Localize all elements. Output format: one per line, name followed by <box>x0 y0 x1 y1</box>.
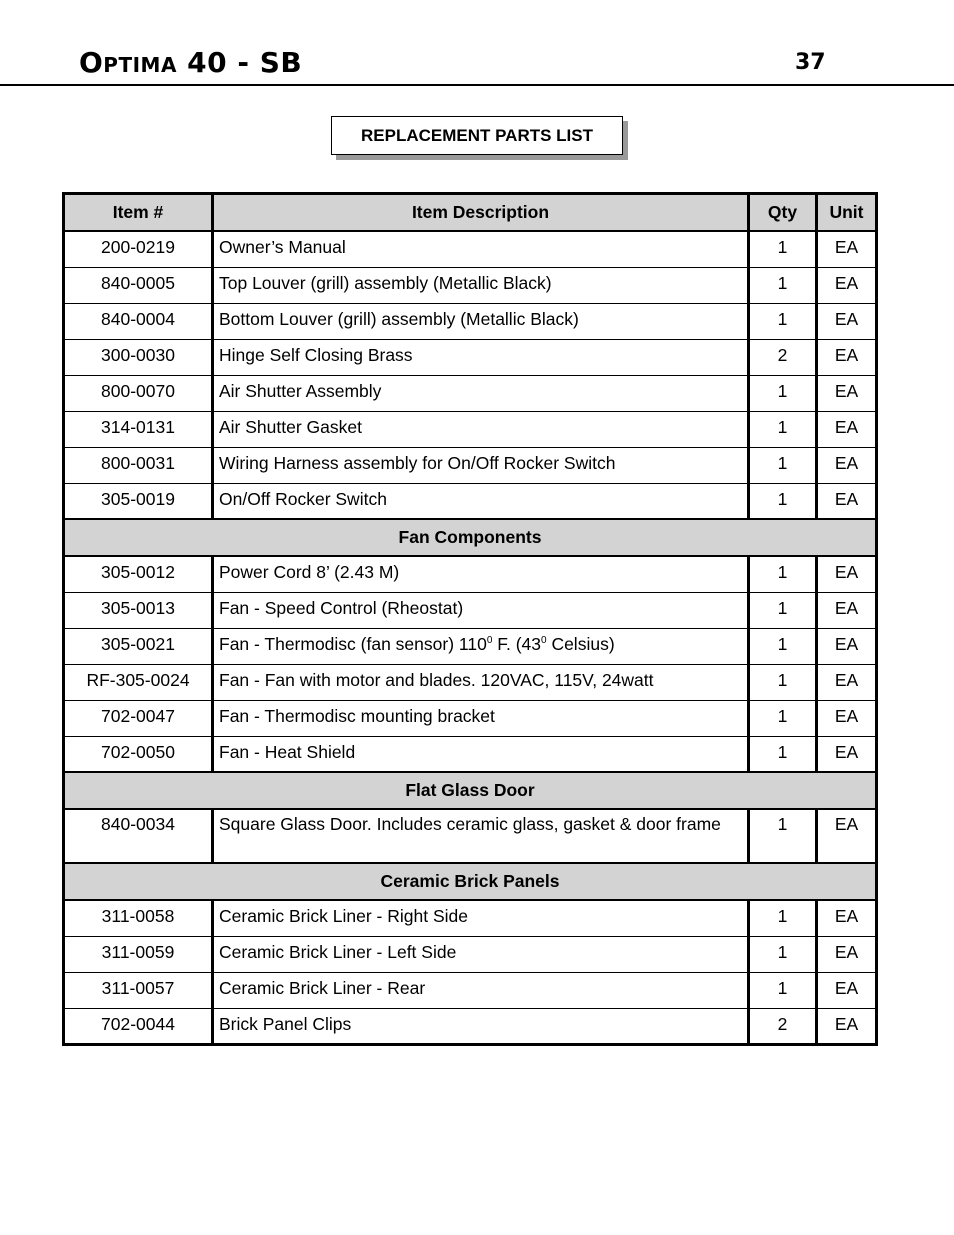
table-row <box>64 664 877 700</box>
item-description: Hinge Self Closing Brass <box>213 339 749 375</box>
item-number: 702-0044 <box>64 1008 213 1044</box>
item-unit: EA <box>817 700 877 736</box>
item-unit: EA <box>817 628 877 664</box>
item-unit: EA <box>817 339 877 375</box>
item-description: Fan - Speed Control (Rheostat) <box>213 592 749 628</box>
item-qty: 1 <box>749 483 817 519</box>
column-header-unit: Unit <box>817 194 877 232</box>
table-section-row <box>64 772 877 809</box>
item-description: Owner’s Manual <box>213 231 749 267</box>
superscript: 0 <box>541 634 547 646</box>
table-row <box>64 628 877 664</box>
item-number: 305-0021 <box>64 628 213 664</box>
item-unit: EA <box>817 809 877 863</box>
table-row <box>64 231 877 267</box>
item-number: 311-0057 <box>64 972 213 1008</box>
table-row <box>64 483 877 519</box>
parts-table-body <box>64 231 877 1044</box>
table-row <box>64 447 877 483</box>
table-row <box>64 736 877 772</box>
item-unit: EA <box>817 936 877 972</box>
item-description: Fan - Thermodisc mounting bracket <box>213 700 749 736</box>
item-number: 840-0034 <box>64 809 213 863</box>
section-heading: Ceramic Brick Panels <box>64 863 877 900</box>
item-number: 311-0059 <box>64 936 213 972</box>
item-qty: 1 <box>749 447 817 483</box>
column-header-description: Item Description <box>213 194 749 232</box>
table-row <box>64 972 877 1008</box>
column-header-item: Item # <box>64 194 213 232</box>
item-description: Air Shutter Gasket <box>213 411 749 447</box>
item-unit: EA <box>817 664 877 700</box>
page-header <box>0 40 954 86</box>
item-description: Power Cord 8’ (2.43 M) <box>213 556 749 592</box>
item-qty: 1 <box>749 664 817 700</box>
table-row <box>64 1008 877 1044</box>
item-qty: 1 <box>749 231 817 267</box>
item-description <box>213 628 749 664</box>
item-description: Fan - Fan with motor and blades. 120VAC, 115V, 24watt <box>213 664 749 700</box>
item-number: 840-0004 <box>64 303 213 339</box>
item-qty: 1 <box>749 809 817 863</box>
item-qty: 1 <box>749 936 817 972</box>
item-number: 800-0070 <box>64 375 213 411</box>
item-unit: EA <box>817 303 877 339</box>
section-heading: Fan Components <box>64 519 877 556</box>
table-row <box>64 592 877 628</box>
item-qty: 1 <box>749 303 817 339</box>
item-number: 702-0050 <box>64 736 213 772</box>
description-text: Celsius) <box>546 633 615 654</box>
item-qty: 1 <box>749 628 817 664</box>
item-qty: 1 <box>749 700 817 736</box>
item-unit: EA <box>817 592 877 628</box>
item-unit: EA <box>817 267 877 303</box>
item-number: 840-0005 <box>64 267 213 303</box>
item-number: 305-0013 <box>64 592 213 628</box>
superscript: 0 <box>486 634 493 646</box>
item-description: Square Glass Door. Includes ceramic glass, gasket & door frame <box>213 809 749 863</box>
item-number: 300-0030 <box>64 339 213 375</box>
table-row <box>64 411 877 447</box>
column-header-qty: Qty <box>749 194 817 232</box>
item-number: 314-0131 <box>64 411 213 447</box>
item-number: 305-0019 <box>64 483 213 519</box>
item-qty: 1 <box>749 556 817 592</box>
item-number: 311-0058 <box>64 900 213 936</box>
item-description: Top Louver (grill) assembly (Metallic Black) <box>213 267 749 303</box>
item-description: Brick Panel Clips <box>213 1008 749 1044</box>
table-row <box>64 900 877 936</box>
item-unit: EA <box>817 1008 877 1044</box>
item-qty: 1 <box>749 900 817 936</box>
item-number: 200-0219 <box>64 231 213 267</box>
item-qty: 1 <box>749 972 817 1008</box>
table-row <box>64 303 877 339</box>
table-row <box>64 339 877 375</box>
item-unit: EA <box>817 900 877 936</box>
item-unit: EA <box>817 556 877 592</box>
item-qty: 1 <box>749 411 817 447</box>
parts-table <box>62 192 878 1046</box>
description-text: F. (43 <box>492 633 542 654</box>
item-number: RF-305-0024 <box>64 664 213 700</box>
table-row <box>64 700 877 736</box>
table-row <box>64 267 877 303</box>
section-title: REPLACEMENT PARTS LIST <box>360 125 594 145</box>
item-number: 305-0012 <box>64 556 213 592</box>
table-row <box>64 809 877 863</box>
item-unit: EA <box>817 375 877 411</box>
table-row <box>64 556 877 592</box>
item-unit: EA <box>817 736 877 772</box>
item-unit: EA <box>817 411 877 447</box>
item-number: 800-0031 <box>64 447 213 483</box>
document-title: Optima 40 - SB <box>79 46 303 79</box>
item-unit: EA <box>817 483 877 519</box>
table-row <box>64 375 877 411</box>
item-qty: 1 <box>749 375 817 411</box>
item-unit: EA <box>817 447 877 483</box>
item-description: Fan - Heat Shield <box>213 736 749 772</box>
item-qty: 1 <box>749 267 817 303</box>
table-row <box>64 936 877 972</box>
item-description: Ceramic Brick Liner - Rear <box>213 972 749 1008</box>
item-description: Ceramic Brick Liner - Left Side <box>213 936 749 972</box>
table-section-row <box>64 519 877 556</box>
page-number: 37 <box>795 50 826 75</box>
table-header-row <box>64 194 877 232</box>
section-heading: Flat Glass Door <box>64 772 877 809</box>
item-qty: 1 <box>749 592 817 628</box>
item-qty: 2 <box>749 1008 817 1044</box>
item-qty: 1 <box>749 736 817 772</box>
table-section-row <box>64 863 877 900</box>
item-unit: EA <box>817 972 877 1008</box>
item-unit: EA <box>817 231 877 267</box>
item-description: Ceramic Brick Liner - Right Side <box>213 900 749 936</box>
section-title-box <box>331 116 623 155</box>
item-number: 702-0047 <box>64 700 213 736</box>
item-description: Bottom Louver (grill) assembly (Metallic Black) <box>213 303 749 339</box>
item-description: Air Shutter Assembly <box>213 375 749 411</box>
description-text: Fan - Thermodisc (fan sensor) 110 <box>219 633 487 654</box>
item-description: Wiring Harness assembly for On/Off Rocker Switch <box>213 447 749 483</box>
item-description: On/Off Rocker Switch <box>213 483 749 519</box>
item-qty: 2 <box>749 339 817 375</box>
